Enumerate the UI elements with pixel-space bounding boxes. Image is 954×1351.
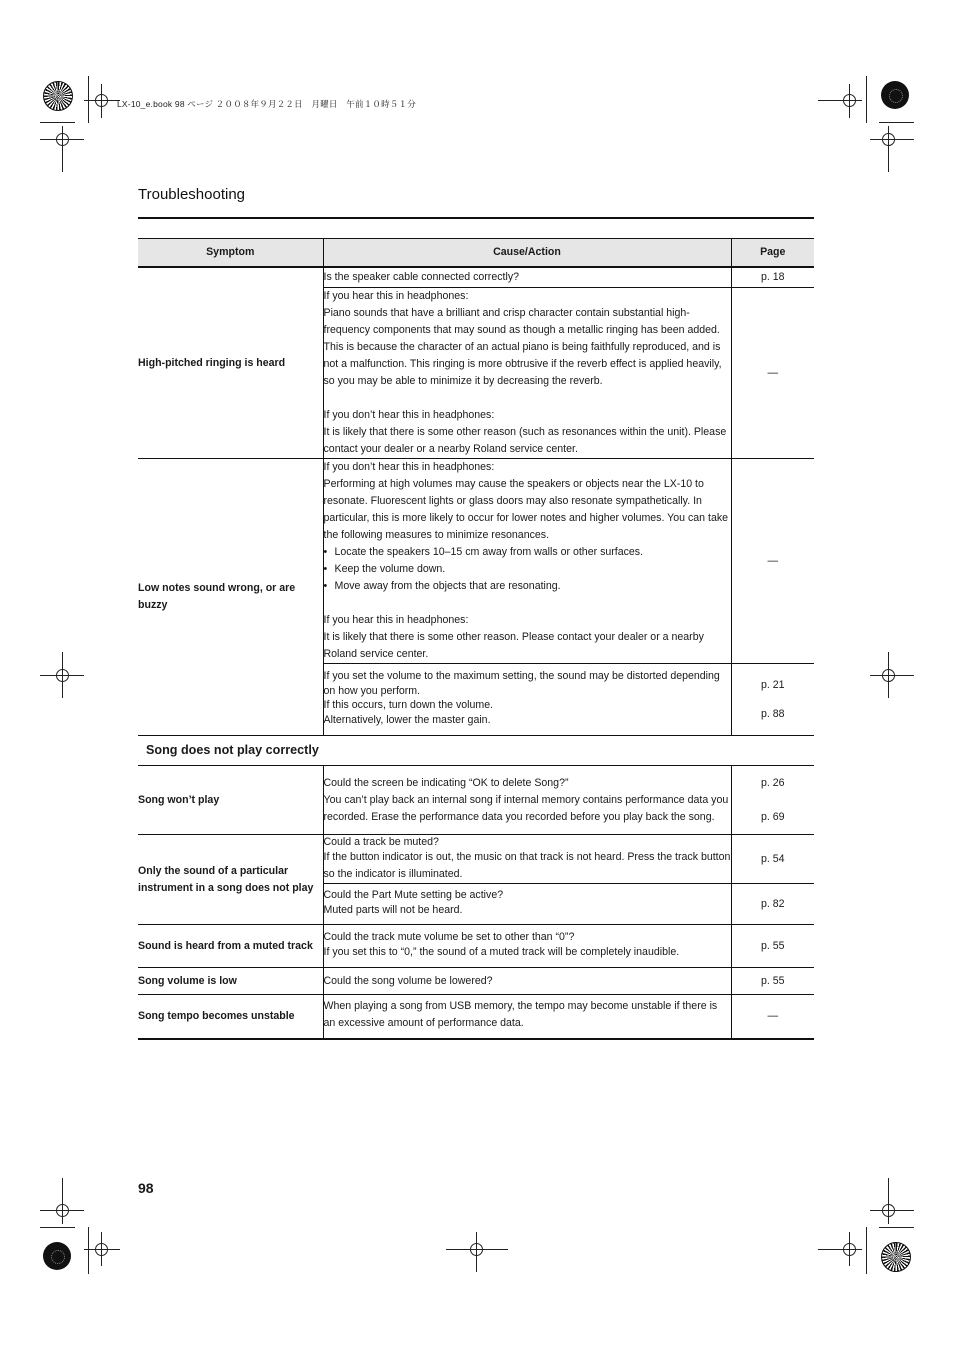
page-ref: — [731, 288, 814, 459]
page-ref: — [731, 995, 814, 1040]
cause-text: Could the Part Mute setting be active? [323, 889, 504, 901]
spacer [324, 595, 731, 612]
cause-text: If you set the volume to the maximum setting, the sound may be distorted depending on how you perform. [323, 670, 720, 697]
title-rule [138, 217, 814, 219]
cause-text: You can’t play back an internal song if internal memory contains performance data you recorded. Erase the performance data you recorded before you play back the song. [323, 793, 729, 823]
section-title: Song does not play correctly [138, 736, 814, 766]
registration-sun-icon [881, 1242, 911, 1272]
cause-text: Is the speaker cable connected correctly? [323, 271, 520, 283]
page-ref: p. 26 [760, 777, 785, 789]
table-row [138, 267, 814, 288]
cause-cell [323, 995, 731, 1040]
cause-text: Could the screen be indicating “OK to delete Song?” [323, 776, 569, 789]
cause-text: If you set this to “0,” the sound of a muted track will be completely inaudible. [323, 945, 680, 958]
registration-sun-icon [43, 81, 73, 111]
cause-text: If this occurs, turn down the volume. [323, 699, 494, 711]
registration-dot-icon [881, 81, 909, 109]
table-row [138, 459, 814, 664]
cause-cell [323, 766, 731, 835]
cause-text: Piano sounds that have a brilliant and crisp character contain substantial high-frequency components that may sound as though a metallic ringing has been added. This is because the character of an actual piano is being faithfully reproduced, and is not a malfunction. This ringing is more obtrusive if the reverb effect is applied heavily, so you may be able to minimize it by decreasing the reverb. [323, 307, 722, 387]
cause-text: When playing a song from USB memory, the tempo may become unstable if there is an excessive amount of performance data. [323, 1000, 718, 1029]
table-header-row [138, 239, 814, 268]
section-row [138, 736, 814, 766]
header-symptom: Symptom [138, 239, 323, 268]
troubleshooting-table [138, 238, 814, 1040]
page-ref: p. 18 [731, 267, 814, 288]
header-page: Page [731, 239, 814, 268]
symptom-cell: High-pitched ringing is heard [138, 267, 323, 459]
cause-cell [323, 835, 731, 884]
crop-line [879, 122, 914, 123]
bullet-item: • Locate the speakers 10–15 cm away from walls or other surfaces. [324, 544, 731, 561]
cause-text: It is likely that there is some other reason (such as resonances within the unit). Please contact your dealer or a nearby Roland service center. [323, 426, 727, 455]
cause-text: If you hear this in headphones: [323, 290, 469, 302]
symptom-cell: Low notes sound wrong, or are buzzy [138, 459, 323, 736]
page-ref: p. 69 [760, 811, 785, 823]
table-row [138, 766, 814, 835]
page-ref: p. 88 [760, 707, 785, 720]
cause-text: If the button indicator is out, the music on that track is not heard. Press the track button so the indicator is illuminated. [323, 851, 731, 880]
cause-text: If you don’t hear this in headphones: [323, 461, 495, 473]
cause-cell [323, 968, 731, 995]
cause-text: Alternatively, lower the master gain. [323, 713, 491, 726]
symptom-cell: Only the sound of a particular instrument in a song does not play [138, 835, 323, 925]
symptom-cell: Song volume is low [138, 968, 323, 995]
table-row [138, 968, 814, 995]
page-ref: p. 21 [760, 678, 785, 691]
crop-line [88, 1227, 89, 1274]
cause-text: Performing at high volumes may cause the speakers or objects near the LX-10 to resonate. Fluorescent lights or glass doors may also resonate sympathetically. In particular, this is more likely to occur for lower notes and higher volumes. You can take the following measures to minimize resonances. [323, 478, 729, 541]
spacer [324, 390, 731, 407]
page-ref: p. 54 [731, 835, 814, 884]
page-title: Troubleshooting [138, 186, 246, 203]
cause-text: Could the track mute volume be set to other than “0”? [323, 931, 575, 943]
cause-text: If you hear this in headphones: [323, 614, 469, 626]
cause-cell [323, 459, 731, 664]
page-ref: p. 55 [731, 925, 814, 968]
cause-cell [323, 288, 731, 459]
crop-line [40, 1227, 75, 1228]
header-cause: Cause/Action [323, 239, 731, 268]
print-header: LX-10_e.book 98 ページ ２００８年９月２２日 月曜日 午前１０時５１分 [117, 99, 416, 109]
table-row [138, 835, 814, 884]
bullet-item: • Keep the volume down. [324, 561, 731, 578]
page-ref-cell [731, 766, 814, 835]
page-number: 98 [138, 1180, 154, 1196]
crop-line [866, 76, 867, 123]
table-row [138, 995, 814, 1040]
cause-cell [323, 925, 731, 968]
bullet-item: • Move away from the objects that are resonating. [324, 578, 731, 595]
cause-text: Could a track be muted? [323, 836, 439, 848]
page-ref-cell [731, 664, 814, 736]
symptom-cell: Song won’t play [138, 766, 323, 835]
registration-dot-icon [43, 1242, 71, 1270]
table-row [138, 925, 814, 968]
crop-line [879, 1227, 914, 1228]
page-ref: — [731, 459, 814, 664]
cause-cell [323, 267, 731, 288]
cause-text: Muted parts will not be heard. [323, 903, 463, 916]
cause-text: It is likely that there is some other reason. Please contact your dealer or a nearby Roland service center. [323, 631, 704, 660]
cause-text: If you don’t hear this in headphones: [323, 409, 495, 421]
symptom-cell: Song tempo becomes unstable [138, 995, 323, 1040]
cause-text: Could the song volume be lowered? [323, 974, 493, 987]
page-ref: p. 82 [731, 884, 814, 925]
symptom-cell: Sound is heard from a muted track [138, 925, 323, 968]
cause-cell [323, 664, 731, 736]
crop-line [40, 122, 75, 123]
cause-cell [323, 884, 731, 925]
crop-line [866, 1227, 867, 1274]
page-ref: p. 55 [731, 968, 814, 995]
